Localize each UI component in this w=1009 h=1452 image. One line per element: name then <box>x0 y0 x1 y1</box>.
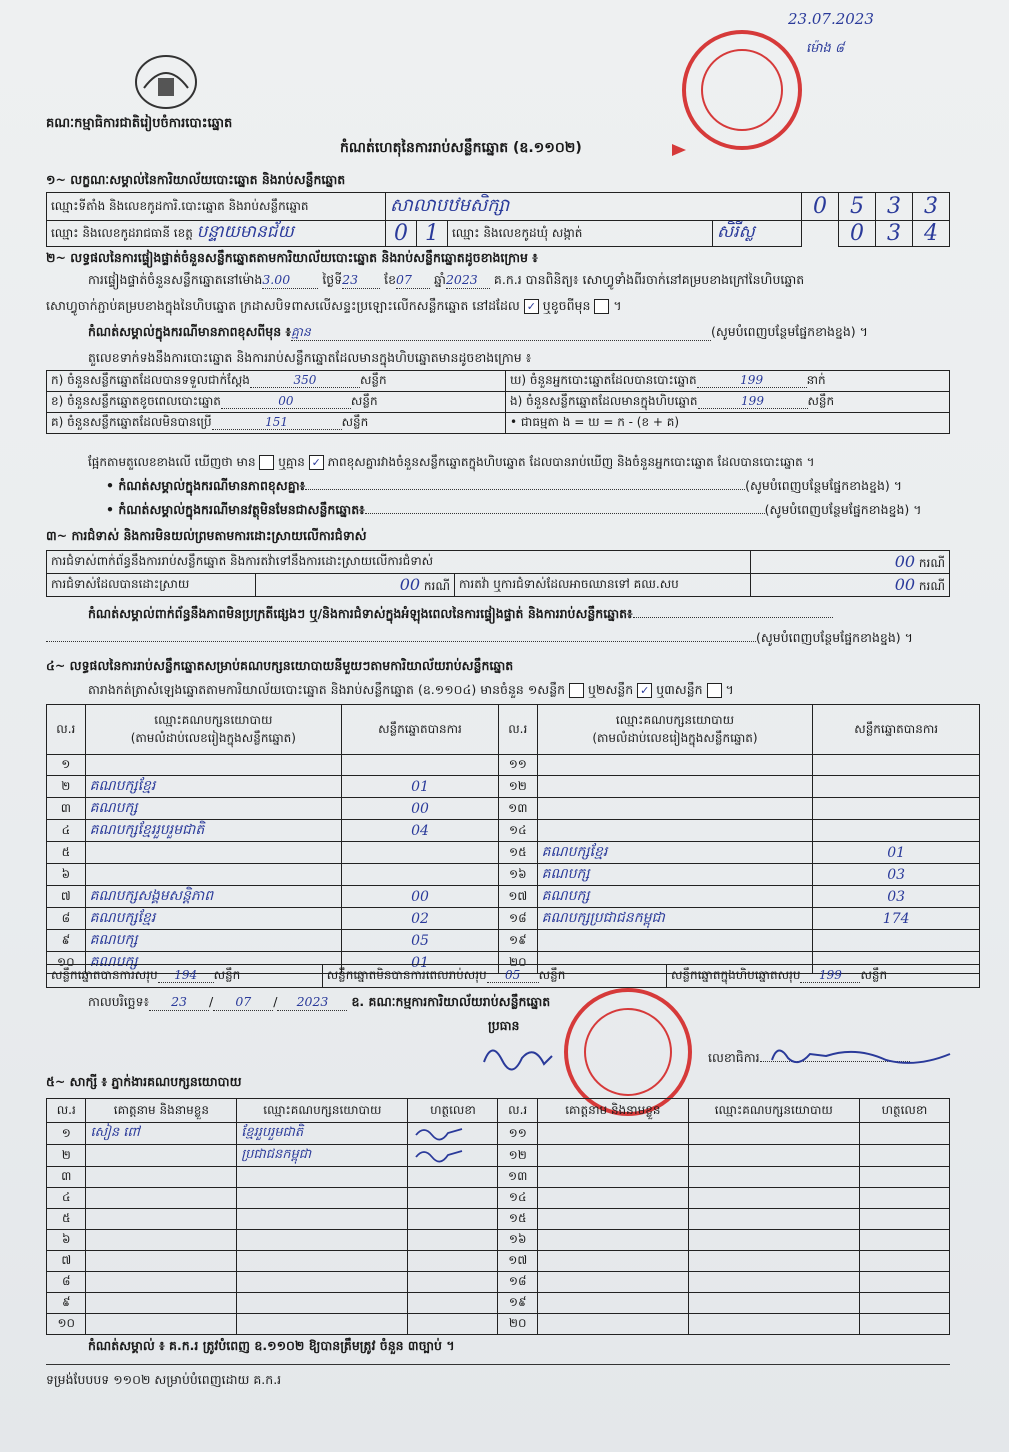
left-no-cell: ១ <box>47 755 86 776</box>
right-no-cell: ១៦ <box>498 864 537 886</box>
right-no-cell: ១១ <box>498 1123 537 1145</box>
left-no-cell: ៨ <box>47 908 86 930</box>
table-row <box>47 886 980 908</box>
left-votes-cell <box>342 755 499 776</box>
section1-heading: ១~ លក្ខណៈសម្គាល់នៃការិយាល័យបោះឆ្នោត និងរាប់សន្លឹកឆ្នោត <box>46 172 346 187</box>
table-row <box>47 820 980 842</box>
location-code-4: 3 <box>913 193 950 221</box>
w-col-no-left: ល.រ <box>47 1099 86 1123</box>
right-no-cell: ១៣ <box>498 1167 537 1188</box>
handwritten-date: 23.07.2023 <box>788 10 874 28</box>
left-no-cell: ៨ <box>47 1272 86 1293</box>
left-party-cell: ប្រជាជនកម្ពុជា <box>237 1145 408 1167</box>
secretary-signature <box>766 1038 956 1074</box>
province-label: ឈ្មោះ និងលេខកូដរាជធានី ខេត្ត បន្ទាយមានជ័យ <box>47 221 386 247</box>
right-party-cell <box>537 776 813 798</box>
left-votes-cell: 04 <box>342 820 499 842</box>
objections-label: ការជំទាស់ពាក់ព័ន្ធនឹងការរាប់សន្លឹកឆ្នោត និងការតវ៉ាទៅនឹងការដោះស្រាយលើការជំទាស់ <box>47 551 751 574</box>
left-name-cell <box>86 1251 237 1272</box>
right-name-cell <box>537 1251 688 1272</box>
voters-count: 199 <box>697 373 807 388</box>
year-value: 2023 <box>446 272 490 289</box>
left-votes-cell: 00 <box>342 798 499 820</box>
commune-code-1: 0 <box>839 221 876 247</box>
location-label: ឈ្មោះទីតាំង និងលេខកូដការិ.បោះឆ្នោត និងរាប់សន្លឹកឆ្នោត <box>47 193 386 221</box>
right-party-cell <box>537 930 813 952</box>
left-signature-cell <box>408 1145 498 1167</box>
agency-name: គណៈកម្មាធិការជាតិរៀបចំការបោះឆ្នោត <box>46 116 233 131</box>
left-signature-cell <box>408 1230 498 1251</box>
left-no-cell: ១ <box>47 1123 86 1145</box>
sign-month: 07 <box>213 994 273 1011</box>
left-name-cell <box>86 1230 237 1251</box>
right-name-cell <box>537 1272 688 1293</box>
location-code-3: 3 <box>876 193 913 221</box>
right-no-cell: ១២ <box>498 776 537 798</box>
month-value: 07 <box>396 272 430 289</box>
right-party-cell <box>537 755 813 776</box>
right-party-cell <box>688 1145 859 1167</box>
right-party-cell <box>688 1272 859 1293</box>
no-difference-checkbox[interactable]: ✓ <box>309 455 324 470</box>
table-row <box>47 908 980 930</box>
left-party-cell: គណបក្ស <box>85 798 341 820</box>
left-votes-cell: 01 <box>342 952 499 974</box>
right-votes-cell: 03 <box>813 864 980 886</box>
left-name-cell <box>86 1272 237 1293</box>
irregularity-note: កំណត់សម្គាល់ពាក់ព័ន្ធនឹងភាពមិនប្រក្រតីផ្សេងៗ ឬ/និងការជំទាស់ក្នុងអំឡុងពេលនៃការផ្ទៀងផ្ទាត់ និងការរាប់សន្លឹកឆ្នោត៖ <box>88 606 833 622</box>
difference-note-line: កំណត់សម្គាល់ក្នុងករណីមានភាពខុសពីមុន ៖គ្មាន (សូមបំពេញបន្ថែមផ្នែកខាងខ្នង) ។ <box>88 324 868 339</box>
right-signature-cell <box>859 1209 949 1230</box>
left-name-cell <box>86 1145 237 1167</box>
appeal-count-cell: 00 ករណី <box>751 574 950 597</box>
left-no-cell: ៧ <box>47 1251 86 1272</box>
left-signature-cell <box>408 1209 498 1230</box>
right-votes-cell <box>813 798 980 820</box>
right-party-cell <box>688 1188 859 1209</box>
right-party-cell <box>688 1314 859 1335</box>
w-col-party-right: ឈ្មោះគណបក្សនយោបាយ <box>688 1099 859 1123</box>
right-votes-cell: 174 <box>813 908 980 930</box>
witness-table <box>46 1098 950 1335</box>
left-party-cell: គណបក្សសង្គមសន្តិភាព <box>85 886 341 908</box>
formula-note: • ជាធម្មតា ង = ឃ = ក - (ខ + គ) <box>506 413 950 434</box>
left-party-cell <box>237 1314 408 1335</box>
w-col-name-right: គោត្តនាម និងនាមខ្លួន <box>537 1099 688 1123</box>
col-no-left: ល.រ <box>47 705 86 755</box>
left-party-cell <box>237 1209 408 1230</box>
figures-intro: តួលេខទាក់ទងនឹងការបោះឆ្នោត និងការរាប់សន្លឹកឆ្នោតដែលមានក្នុងហិបឆ្នោតមានដូចខាងក្រោម ៖ <box>88 350 532 365</box>
right-no-cell: ១៨ <box>498 908 537 930</box>
irregularity-note-line2: (សូមបំពេញបន្ថែមផ្នែកខាងខ្នង) ។ <box>46 630 913 646</box>
witness-row <box>47 1314 950 1335</box>
right-votes-cell: 01 <box>813 842 980 864</box>
witness-row <box>47 1293 950 1314</box>
right-no-cell: ១៤ <box>498 820 537 842</box>
left-name-cell <box>86 1293 237 1314</box>
right-name-cell <box>537 1293 688 1314</box>
right-name-cell <box>537 1188 688 1209</box>
objections-count-cell: 00 ករណី <box>751 551 950 574</box>
left-no-cell: ៣ <box>47 798 86 820</box>
left-votes-cell: 02 <box>342 908 499 930</box>
right-votes-cell <box>813 820 980 842</box>
footer-divider <box>46 1364 950 1365</box>
witness-row <box>47 1145 950 1167</box>
right-no-cell: ១២ <box>498 1145 537 1167</box>
right-party-cell <box>688 1167 859 1188</box>
left-signature-cell <box>408 1272 498 1293</box>
day-value: 23 <box>342 272 380 289</box>
left-signature-cell <box>408 1251 498 1272</box>
left-party-cell: គណបក្ស <box>85 930 341 952</box>
location-value: សាលាបឋមសិក្សា <box>386 193 802 221</box>
left-no-cell: ៤ <box>47 1188 86 1209</box>
right-name-cell <box>537 1167 688 1188</box>
tally-sheet-line: តារាងកត់ត្រាសំឡេងឆ្នោតតាមការិយាល័យបោះឆ្នោត និងរាប់សន្លឹកឆ្នោត (ឧ.១១០៤) មានចំនួន ១សន្លឹក ឬ២សន្លឹក ✓ ឬ៣សន្លឹក ។ <box>88 682 734 697</box>
right-party-cell: គណបក្សប្រជាជនកម្ពុជា <box>537 908 813 930</box>
right-signature-cell <box>859 1251 949 1272</box>
right-party-cell: គណបក្ស <box>537 886 813 908</box>
chair-label: ប្រធាន <box>488 1018 520 1033</box>
left-signature-cell <box>408 1167 498 1188</box>
valid-total: 194 <box>158 968 214 983</box>
left-no-cell: ២ <box>47 776 86 798</box>
right-party-cell <box>537 798 813 820</box>
left-no-cell: ៦ <box>47 1230 86 1251</box>
left-party-cell: គណបក្សខ្មែរ <box>85 908 341 930</box>
witness-row <box>47 1209 950 1230</box>
left-party-cell <box>237 1188 408 1209</box>
intact-checkbox[interactable]: ✓ <box>524 299 539 314</box>
right-signature-cell <box>859 1293 949 1314</box>
verification-line-2: សោហ្វូចាក់ភ្ជាប់គម្របខាងក្នុងនៃហិបឆ្នោត ក្រដាសបិទពាសលើសន្ទះប្រឡោះលើកសន្លឹកឆ្នោត នៅដដែល ✓ ឬខូចពីមុន ។ <box>46 298 622 313</box>
handwritten-time: ម៉ោង ៨ <box>806 41 845 56</box>
left-votes-cell <box>342 842 499 864</box>
left-name-cell <box>86 1167 237 1188</box>
left-party-cell: គណបក្សខ្មែររួបរួមជាតិ <box>85 820 341 842</box>
right-party-cell <box>537 820 813 842</box>
completion-note: កំណត់សម្គាល់ ៖ គ.ក.រ ត្រូវបំពេញ ឧ.១១០២ ឱ្យបានត្រឹមត្រូវ ចំនួន ៣ច្បាប់ ។ <box>88 1338 455 1353</box>
right-no-cell: ១៩ <box>498 1293 537 1314</box>
right-votes-cell <box>813 755 980 776</box>
left-no-cell: ៧ <box>47 886 86 908</box>
right-party-cell: គណបក្សខ្មែរ <box>537 842 813 864</box>
sign-day: 23 <box>149 994 209 1011</box>
ballots-in-box: 199 <box>698 394 808 409</box>
three-sheets-checkbox[interactable] <box>707 683 722 698</box>
right-party-cell: គណបក្ស <box>537 864 813 886</box>
left-party-cell <box>237 1167 408 1188</box>
right-no-cell: ២០ <box>498 1314 537 1335</box>
left-no-cell: ៤ <box>47 820 86 842</box>
right-name-cell <box>537 1230 688 1251</box>
right-votes-cell: 03 <box>813 886 980 908</box>
right-no-cell: ១៧ <box>498 886 537 908</box>
right-party-cell <box>688 1230 859 1251</box>
damaged-checkbox[interactable] <box>594 299 609 314</box>
table-row <box>47 930 980 952</box>
verification-line-1: ការផ្ទៀងផ្ទាត់ចំនួនសន្លឹកឆ្នោតនៅម៉ោង3.00 ថ្ងៃទី23 ខែ07 ឆ្នាំ2023 គ.ក.រ បានពិនិត្យ៖ សោហ្វូទាំងពីរចាក់នៅគម្របខាងក្រៅនៃហិបឆ្នោត <box>88 272 805 287</box>
right-party-cell <box>688 1209 859 1230</box>
right-signature-cell <box>859 1272 949 1293</box>
col-votes-right: សន្លឹកឆ្នោតបានការ <box>813 705 980 755</box>
right-no-cell: ១៦ <box>498 1230 537 1251</box>
right-party-cell <box>688 1293 859 1314</box>
right-party-cell <box>688 1251 859 1272</box>
left-party-cell <box>85 755 341 776</box>
box-total: 199 <box>800 968 860 983</box>
right-votes-cell <box>813 930 980 952</box>
right-votes-cell <box>813 776 980 798</box>
left-party-cell <box>237 1272 408 1293</box>
left-votes-cell <box>342 864 499 886</box>
left-signature-cell <box>408 1314 498 1335</box>
witness-row <box>47 1272 950 1293</box>
right-no-cell: ១៨ <box>498 1272 537 1293</box>
right-signature-cell <box>859 1123 949 1145</box>
right-signature-cell <box>859 1314 949 1335</box>
signing-date-line: កាលបរិច្ឆេទ៖ 23 / 07 / 2023 ឧ. គណៈកម្មការការិយាល័យរាប់សន្លឹកឆ្នោត <box>88 994 551 1009</box>
right-name-cell <box>537 1145 688 1167</box>
left-name-cell <box>86 1209 237 1230</box>
right-name-cell <box>537 1209 688 1230</box>
table-row <box>47 776 980 798</box>
left-name-cell: សៀន ពៅ <box>86 1123 237 1145</box>
section2-heading: ២~ លទ្ធផលនៃការផ្ទៀងផ្ទាត់ចំនួនសន្លឹកឆ្នោតតាមការិយាល័យបោះឆ្នោត និងរាប់សន្លឹកឆ្នោតដូចខាងក្រោម ៖ <box>46 250 538 265</box>
right-signature-cell <box>859 1167 949 1188</box>
left-no-cell: ៥ <box>47 1209 86 1230</box>
left-party-cell <box>237 1293 408 1314</box>
section4-heading: ៤~ លទ្ធផលនៃការរាប់សន្លឹកឆ្នោតសម្រាប់គណបក្សនយោបាយនីមួយៗតាមការិយាល័យរាប់សន្លឹកឆ្នោត <box>46 658 514 673</box>
left-signature-cell <box>408 1293 498 1314</box>
location-code-1: 0 <box>802 193 839 221</box>
right-no-cell: ១៩ <box>498 930 537 952</box>
col-votes-left: សន្លឹកឆ្នោតបានការ <box>342 705 499 755</box>
right-no-cell: ២០ <box>498 952 537 974</box>
left-signature-cell <box>408 1123 498 1145</box>
official-stamp-bottom <box>564 988 692 1116</box>
left-no-cell: ១០ <box>47 1314 86 1335</box>
emblem-icon <box>130 48 202 110</box>
right-no-cell: ១១ <box>498 755 537 776</box>
commune-label: ឈ្មោះ និងលេខកូដឃុំ សង្កាត់ <box>448 221 713 247</box>
right-name-cell <box>537 1123 688 1145</box>
left-party-cell <box>85 864 341 886</box>
w-col-sig-left: ហត្ថលេខា <box>408 1099 498 1123</box>
province-code-1: 0 <box>386 221 417 247</box>
left-no-cell: ៦ <box>47 864 86 886</box>
left-no-cell: ៩ <box>47 930 86 952</box>
table-row <box>47 798 980 820</box>
left-no-cell: ២ <box>47 1145 86 1167</box>
left-name-cell <box>86 1188 237 1209</box>
left-votes-cell: 01 <box>342 776 499 798</box>
sign-year: 2023 <box>277 994 347 1011</box>
right-name-cell <box>537 1314 688 1335</box>
bullet-foreign-object: • កំណត់សម្គាល់ក្នុងករណីមានវត្ថុមិនមែនជាសន្លឹកឆ្នោត៖ (សូមបំពេញបន្ថែមផ្នែកខាងខ្នង) ។ <box>106 502 922 517</box>
table-row <box>47 842 980 864</box>
resolved-count-cell: 00 ករណី <box>256 574 455 597</box>
witness-row <box>47 1251 950 1272</box>
left-party-cell <box>237 1230 408 1251</box>
w-col-party-left: ឈ្មោះគណបក្សនយោបាយ <box>237 1099 408 1123</box>
witness-row <box>47 1123 950 1145</box>
difference-note-value: គ្មាន <box>291 324 711 341</box>
col-party-right: ឈ្មោះគណបក្សនយោបាយ (តាមលំដាប់លេខរៀងក្នុងសន្លឹកឆ្នោត) <box>537 705 813 755</box>
bullet-difference: • កំណត់សម្គាល់ក្នុងករណីមានភាពខុសគ្នា៖ (សូមបំពេញបន្ថែមផ្នែកខាងខ្នង) ។ <box>106 478 902 493</box>
secretary-line: លេខាធិការ <box>708 1050 910 1066</box>
commune-code-3: 4 <box>913 221 950 247</box>
totals-table: សន្លឹកឆ្នោតបានការសរុប 194 សន្លឹក សន្លឹកឆ្នោតមិនបានការពេលរាប់សរុប 05 សន្លឹក សន្លឹកឆ្នោតក្នុងហិបឆ្នោតសរុប 199 សន្លឹក <box>46 964 980 988</box>
left-party-cell: ខ្មែររួបរួមជាតិ <box>237 1123 408 1145</box>
compare-line: ផ្អែកតាមតួលេខខាងលើ ឃើញថា មាន ឬគ្មាន ✓ ភាពខុសគ្នារវាងចំនួនសន្លឹកឆ្នោតក្នុងហិបឆ្នោត ដែលបានរាប់ឃើញ និងចំនួនអ្នកបោះឆ្នោត ដែលបានបោះឆ្នោត ។ <box>88 455 815 469</box>
location-code-2: 5 <box>839 193 876 221</box>
left-party-cell: គណបក្សខ្មែរ <box>85 776 341 798</box>
witness-row <box>47 1188 950 1209</box>
left-votes-cell: 05 <box>342 930 499 952</box>
invalid-total: 05 <box>487 968 539 983</box>
unused-ballots: 151 <box>212 415 342 430</box>
official-stamp-top <box>682 30 802 150</box>
section1-table <box>46 192 950 247</box>
received-ballots: 350 <box>250 373 360 388</box>
results-table <box>46 704 980 974</box>
left-no-cell: ៣ <box>47 1167 86 1188</box>
col-party-left: ឈ្មោះគណបក្សនយោបាយ (តាមលំដាប់លេខរៀងក្នុងសន្លឹកឆ្នោត) <box>85 705 341 755</box>
w-col-name-left: គោត្តនាម និងនាមខ្លួន <box>86 1099 237 1123</box>
left-party-cell: គណបក្ស <box>85 952 341 974</box>
right-no-cell: ១៣ <box>498 798 537 820</box>
right-no-cell: ១៥ <box>498 1209 537 1230</box>
spoiled-ballots: 00 <box>221 394 351 409</box>
left-party-cell <box>237 1251 408 1272</box>
w-col-no-right: ល.រ <box>498 1099 537 1123</box>
resolved-label: ការជំទាស់ដែលបានដោះស្រាយ <box>47 574 256 597</box>
chair-signature <box>478 1034 558 1082</box>
w-col-sig-right: ហត្ថលេខា <box>859 1099 949 1123</box>
commune-code-2: 3 <box>876 221 913 247</box>
left-name-cell <box>86 1314 237 1335</box>
left-party-cell <box>85 842 341 864</box>
section3-heading: ៣~ ការជំទាស់ និងការមិនយល់ព្រមតាមការដោះស្រាយលើការជំទាស់ <box>46 528 367 543</box>
left-no-cell: ៥ <box>47 842 86 864</box>
table-row <box>47 864 980 886</box>
figures-table: ក) ចំនួនសន្លឹកឆ្នោតដែលបានទទួលជាក់ស្តែង 350 សន្លឹក ឃ) ចំនួនអ្នកបោះឆ្នោតដែលបានបោះឆ្នោត 199 នាក់ ខ) ចំនួនសន្លឹកឆ្នោតខូចពេលបោះឆ្នោត 00 សន្លឹក ង) ចំនួនសន្លឹកឆ្នោតដែលមានក្នុងហិបឆ្នោត 199 សន្លឹក គ) ចំនួនសន្លឹកឆ្នោតដែលមិនបានប្រើ 151 សន្លឹក • ជាធម្មតា ង = ឃ = ក - (ខ + គ) <box>46 370 950 434</box>
left-no-cell: ៩ <box>47 1293 86 1314</box>
time-value: 3.00 <box>262 272 318 289</box>
left-signature-cell <box>408 1188 498 1209</box>
one-sheet-checkbox[interactable] <box>569 683 584 698</box>
has-difference-checkbox[interactable] <box>259 455 274 470</box>
table-row <box>47 755 980 776</box>
appeal-label: ការតវ៉ា ឬការជំទាស់ដែលអាចឈានទៅ គឈ.សប <box>455 574 751 597</box>
objections-table <box>46 550 950 597</box>
right-signature-cell <box>859 1230 949 1251</box>
commune-value: សិរីស្ល <box>713 221 802 247</box>
right-signature-cell <box>859 1188 949 1209</box>
left-votes-cell: 00 <box>342 886 499 908</box>
right-signature-cell <box>859 1145 949 1167</box>
witness-row <box>47 1230 950 1251</box>
form-footer: ទម្រង់បែបបទ ១១០២ សម្រាប់បំពេញដោយ គ.ក.រ <box>46 1372 282 1387</box>
col-no-right: ល.រ <box>498 705 537 755</box>
right-no-cell: ១៧ <box>498 1251 537 1272</box>
right-no-cell: ១៤ <box>498 1188 537 1209</box>
title-flag-icon <box>672 144 686 156</box>
witness-row <box>47 1167 950 1188</box>
two-sheets-checkbox[interactable]: ✓ <box>637 683 652 698</box>
left-no-cell: ១០ <box>47 952 86 974</box>
province-code-2: 1 <box>417 221 448 247</box>
right-no-cell: ១៥ <box>498 842 537 864</box>
form-title: កំណត់ហេតុនៃការរាប់សន្លឹកឆ្នោត (ឧ.១១០២) <box>340 140 582 156</box>
province-value: បន្ទាយមានជ័យ <box>196 222 294 242</box>
right-party-cell <box>688 1123 859 1145</box>
section5-heading: ៥~ សាក្សី ៖ ភ្នាក់ងារគណបក្សនយោបាយ <box>46 1074 242 1089</box>
